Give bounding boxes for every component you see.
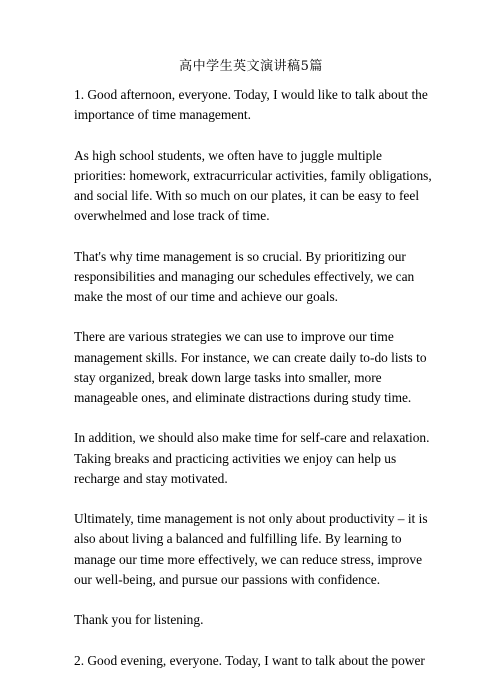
paragraph-speech-1-intro: 1. Good afternoon, everyone. Today, I would like to talk about the importance of time management. [74, 87, 428, 123]
paragraph-thanks: Thank you for listening. [74, 612, 204, 628]
paragraph-priorities: As high school students, we often have to juggle multiple priorities: homework, extracurricular activities, family obligations, and social life. With so much on our plates, it can be easy to feel overwhelmed and lose track of time. [74, 147, 432, 224]
document-body [74, 85, 436, 691]
paragraph-strategies: There are various strategies we can use to improve our time management skills. For instance, we can create daily to-do lists to stay organized, break down large tasks into smaller, more manageable ones, and eliminate distractions during study time. [74, 329, 427, 405]
document-title: 高中学生英文演讲稿5篇 [179, 59, 323, 74]
paragraph-speech-2-intro: 2. Good evening, everyone. Today, I want to talk about the power [74, 652, 425, 668]
paragraph-self-care: In addition, we should also make time for self-care and relaxation. Taking breaks and practicing activities we enjoy can help us recharge and stay motivated. [74, 430, 430, 486]
paragraph-balance: Ultimately, time management is not only about productivity – it is also about living a balanced and fulfilling life. By learning to manage our time more effectively, we can reduce stress, improve our well-being, and pursue our passions with confidence. [74, 511, 428, 587]
paragraph-why-crucial: That's why time management is so crucial. By prioritizing our responsibilities and managing our schedules effectively, we can make the most of our time and achieve our goals. [74, 248, 415, 304]
